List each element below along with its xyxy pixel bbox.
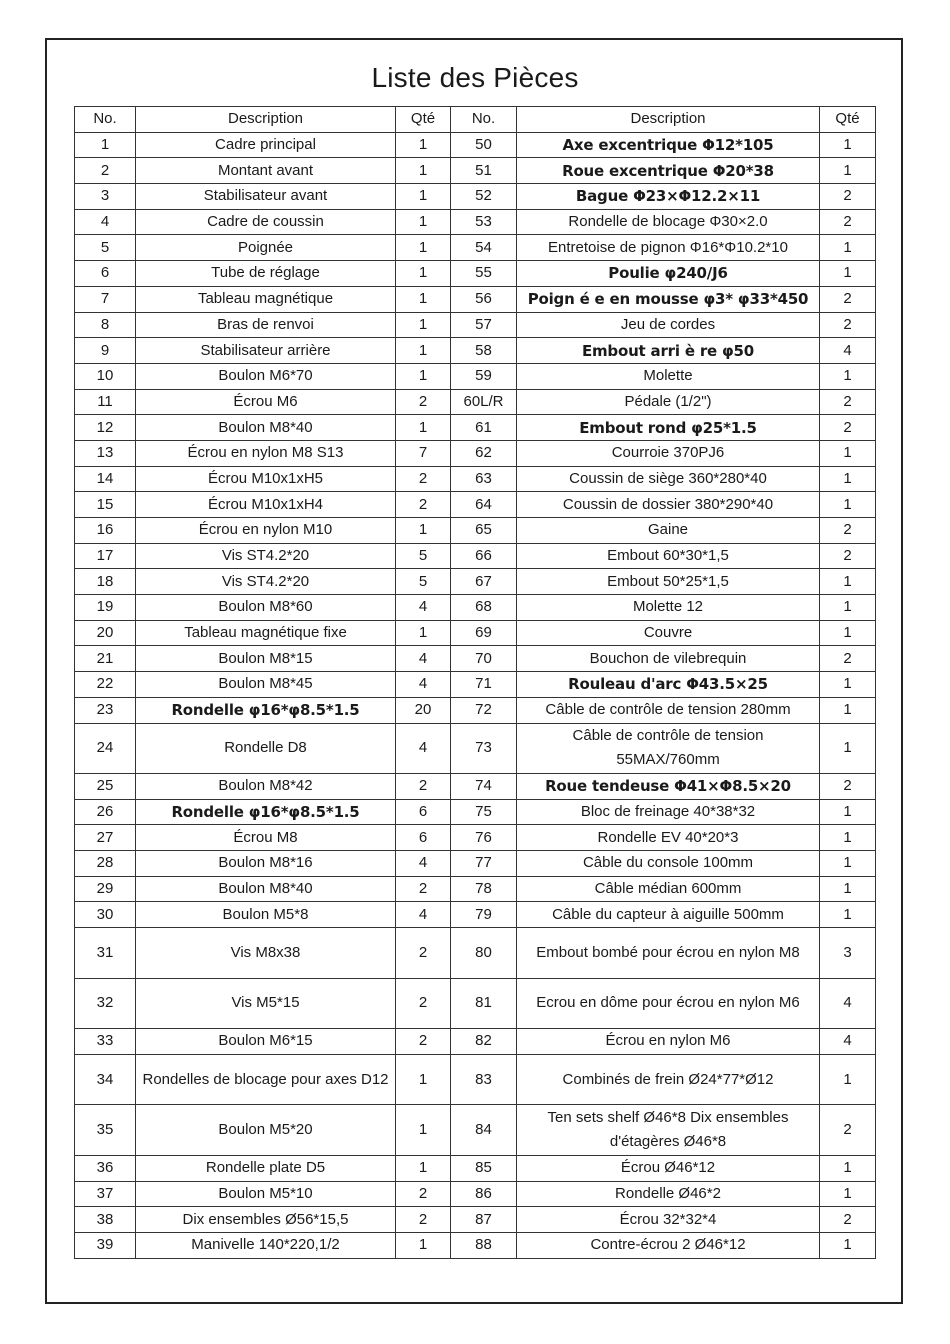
part-number-cell: 60L/R xyxy=(451,389,517,415)
part-quantity-cell: 4 xyxy=(396,902,451,928)
part-description-cell: Vis ST4.2*20 xyxy=(136,569,396,595)
part-quantity-cell: 1 xyxy=(396,363,451,389)
part-description-cell: Embout arri è re φ50 xyxy=(517,338,820,364)
part-number-cell: 59 xyxy=(451,363,517,389)
part-description-cell: Tube de réglage xyxy=(136,261,396,287)
part-description-cell: Axe excentrique Φ12*105 xyxy=(517,132,820,158)
part-quantity-cell: 6 xyxy=(396,825,451,851)
part-quantity-cell: 2 xyxy=(820,646,876,672)
part-number-cell: 34 xyxy=(75,1054,136,1105)
part-quantity-cell: 1 xyxy=(820,902,876,928)
part-quantity-cell: 6 xyxy=(396,799,451,825)
part-number-cell: 84 xyxy=(451,1105,517,1156)
part-description-cell: Écrou 32*32*4 xyxy=(517,1207,820,1233)
part-number-cell: 63 xyxy=(451,466,517,492)
table-row xyxy=(75,1155,876,1181)
part-description-cell: Écrou M8 xyxy=(136,825,396,851)
part-quantity-cell: 1 xyxy=(396,184,451,210)
part-quantity-cell: 1 xyxy=(396,338,451,364)
part-number-cell: 61 xyxy=(451,415,517,441)
part-description-cell: Bague Φ23×Φ12.2×11 xyxy=(517,184,820,210)
part-quantity-cell: 2 xyxy=(396,1207,451,1233)
part-quantity-cell: 4 xyxy=(820,1029,876,1055)
table-row xyxy=(75,261,876,287)
part-number-cell: 12 xyxy=(75,415,136,441)
part-description-cell: Couvre xyxy=(517,620,820,646)
part-number-cell: 57 xyxy=(451,312,517,338)
part-quantity-cell: 1 xyxy=(820,723,876,774)
part-description-cell: Combinés de frein Ø24*77*Ø12 xyxy=(517,1054,820,1105)
part-quantity-cell: 5 xyxy=(396,569,451,595)
table-row xyxy=(75,440,876,466)
table-row xyxy=(75,876,876,902)
part-number-cell: 7 xyxy=(75,286,136,312)
part-description-cell: Rondelle EV 40*20*3 xyxy=(517,825,820,851)
part-description-cell: Rondelle φ16*φ8.5*1.5 xyxy=(136,697,396,723)
part-description-cell: Boulon M8*45 xyxy=(136,672,396,698)
part-quantity-cell: 5 xyxy=(396,543,451,569)
part-number-cell: 9 xyxy=(75,338,136,364)
part-number-cell: 56 xyxy=(451,286,517,312)
header-qty-left: Qté xyxy=(396,107,451,133)
part-quantity-cell: 4 xyxy=(396,723,451,774)
part-description-cell: Écrou en nylon M6 xyxy=(517,1029,820,1055)
header-description-right: Description xyxy=(517,107,820,133)
part-number-cell: 2 xyxy=(75,158,136,184)
part-description-cell: Boulon M8*60 xyxy=(136,595,396,621)
part-number-cell: 66 xyxy=(451,543,517,569)
part-description-cell: Poulie φ240/J6 xyxy=(517,261,820,287)
part-number-cell: 25 xyxy=(75,774,136,800)
table-row xyxy=(75,928,876,979)
part-quantity-cell: 2 xyxy=(820,389,876,415)
part-quantity-cell: 4 xyxy=(396,646,451,672)
part-number-cell: 39 xyxy=(75,1232,136,1258)
table-row xyxy=(75,697,876,723)
part-description-cell: Câble médian 600mm xyxy=(517,876,820,902)
part-description-cell: Molette 12 xyxy=(517,595,820,621)
part-description-cell: Tableau magnétique xyxy=(136,286,396,312)
part-number-cell: 82 xyxy=(451,1029,517,1055)
part-description-cell: Écrou en nylon M10 xyxy=(136,518,396,544)
table-row xyxy=(75,492,876,518)
part-quantity-cell: 1 xyxy=(820,697,876,723)
part-number-cell: 11 xyxy=(75,389,136,415)
part-number-cell: 4 xyxy=(75,209,136,235)
part-description-cell: Rondelle de blocage Φ30×2.0 xyxy=(517,209,820,235)
part-number-cell: 1 xyxy=(75,132,136,158)
part-description-cell: Montant avant xyxy=(136,158,396,184)
part-quantity-cell: 2 xyxy=(820,518,876,544)
part-quantity-cell: 1 xyxy=(820,440,876,466)
part-description-cell: Entretoise de pignon Φ16*Φ10.2*10 xyxy=(517,235,820,261)
table-row xyxy=(75,851,876,877)
part-quantity-cell: 4 xyxy=(396,595,451,621)
table-row xyxy=(75,672,876,698)
table-row xyxy=(75,312,876,338)
part-description-cell: Rondelle φ16*φ8.5*1.5 xyxy=(136,799,396,825)
part-description-cell: Bloc de freinage 40*38*32 xyxy=(517,799,820,825)
part-number-cell: 54 xyxy=(451,235,517,261)
part-quantity-cell: 3 xyxy=(820,928,876,979)
table-row xyxy=(75,338,876,364)
part-number-cell: 13 xyxy=(75,440,136,466)
part-description-cell: Écrou M10x1xH4 xyxy=(136,492,396,518)
part-number-cell: 51 xyxy=(451,158,517,184)
part-description-cell: Embout 50*25*1,5 xyxy=(517,569,820,595)
page-title: Liste des Pièces xyxy=(371,62,579,93)
part-number-cell: 5 xyxy=(75,235,136,261)
part-number-cell: 72 xyxy=(451,697,517,723)
part-quantity-cell: 1 xyxy=(820,132,876,158)
part-number-cell: 19 xyxy=(75,595,136,621)
part-number-cell: 21 xyxy=(75,646,136,672)
part-quantity-cell: 1 xyxy=(396,261,451,287)
part-quantity-cell: 1 xyxy=(820,235,876,261)
part-description-cell: Rondelle D8 xyxy=(136,723,396,774)
part-quantity-cell: 4 xyxy=(396,851,451,877)
part-quantity-cell: 2 xyxy=(396,876,451,902)
table-row xyxy=(75,978,876,1029)
part-description-cell: Coussin de siège 360*280*40 xyxy=(517,466,820,492)
part-description-cell: Molette xyxy=(517,363,820,389)
part-number-cell: 87 xyxy=(451,1207,517,1233)
part-quantity-cell: 1 xyxy=(820,595,876,621)
part-quantity-cell: 1 xyxy=(820,825,876,851)
part-description-cell: Embout rond φ25*1.5 xyxy=(517,415,820,441)
part-quantity-cell: 1 xyxy=(820,492,876,518)
part-number-cell: 78 xyxy=(451,876,517,902)
part-number-cell: 71 xyxy=(451,672,517,698)
part-description-cell: Écrou M10x1xH5 xyxy=(136,466,396,492)
part-description-cell: Boulon M8*42 xyxy=(136,774,396,800)
part-description-cell: Boulon M8*16 xyxy=(136,851,396,877)
part-description-cell: Coussin de dossier 380*290*40 xyxy=(517,492,820,518)
part-number-cell: 73 xyxy=(451,723,517,774)
table-row xyxy=(75,1029,876,1055)
part-number-cell: 24 xyxy=(75,723,136,774)
part-number-cell: 22 xyxy=(75,672,136,698)
part-number-cell: 62 xyxy=(451,440,517,466)
part-description-cell: Écrou en nylon M8 S13 xyxy=(136,440,396,466)
part-number-cell: 88 xyxy=(451,1232,517,1258)
table-row xyxy=(75,286,876,312)
part-number-cell: 58 xyxy=(451,338,517,364)
part-number-cell: 16 xyxy=(75,518,136,544)
part-number-cell: 38 xyxy=(75,1207,136,1233)
part-quantity-cell: 1 xyxy=(396,209,451,235)
part-description-cell: Pédale (1/2") xyxy=(517,389,820,415)
header-qty-right: Qté xyxy=(820,107,876,133)
part-description-cell: Câble du console 100mm xyxy=(517,851,820,877)
part-number-cell: 26 xyxy=(75,799,136,825)
part-quantity-cell: 1 xyxy=(396,235,451,261)
table-row xyxy=(75,363,876,389)
table-row xyxy=(75,799,876,825)
part-quantity-cell: 2 xyxy=(396,466,451,492)
table-row xyxy=(75,415,876,441)
table-row xyxy=(75,1105,876,1156)
part-description-cell: Vis M8x38 xyxy=(136,928,396,979)
part-description-cell: Poign é e en mousse φ3* φ33*450 xyxy=(517,286,820,312)
part-quantity-cell: 2 xyxy=(820,1105,876,1156)
part-number-cell: 64 xyxy=(451,492,517,518)
part-description-cell: Rondelle Ø46*2 xyxy=(517,1181,820,1207)
header-description-left: Description xyxy=(136,107,396,133)
part-number-cell: 67 xyxy=(451,569,517,595)
part-quantity-cell: 2 xyxy=(820,1207,876,1233)
part-number-cell: 28 xyxy=(75,851,136,877)
part-description-cell: Poignée xyxy=(136,235,396,261)
part-number-cell: 81 xyxy=(451,978,517,1029)
part-quantity-cell: 2 xyxy=(820,286,876,312)
part-description-cell: Vis ST4.2*20 xyxy=(136,543,396,569)
part-description-cell: Boulon M8*15 xyxy=(136,646,396,672)
part-description-cell: Boulon M8*40 xyxy=(136,415,396,441)
part-description-cell: Tableau magnétique fixe xyxy=(136,620,396,646)
part-description-cell: Rondelle plate D5 xyxy=(136,1155,396,1181)
part-description-cell: Jeu de cordes xyxy=(517,312,820,338)
part-number-cell: 77 xyxy=(451,851,517,877)
part-quantity-cell: 1 xyxy=(820,876,876,902)
part-description-cell: Ten sets shelf Ø46*8 Dix ensembles d'étagères Ø46*8 xyxy=(517,1105,820,1156)
part-number-cell: 18 xyxy=(75,569,136,595)
part-number-cell: 80 xyxy=(451,928,517,979)
part-quantity-cell: 2 xyxy=(396,492,451,518)
part-number-cell: 14 xyxy=(75,466,136,492)
part-quantity-cell: 1 xyxy=(820,466,876,492)
parts-table xyxy=(74,106,876,1259)
part-quantity-cell: 2 xyxy=(820,415,876,441)
table-row xyxy=(75,543,876,569)
part-quantity-cell: 2 xyxy=(396,928,451,979)
part-quantity-cell: 2 xyxy=(820,209,876,235)
parts-table-body xyxy=(75,132,876,1258)
part-quantity-cell: 1 xyxy=(396,1105,451,1156)
part-number-cell: 55 xyxy=(451,261,517,287)
part-description-cell: Écrou Ø46*12 xyxy=(517,1155,820,1181)
table-row xyxy=(75,620,876,646)
part-quantity-cell: 7 xyxy=(396,440,451,466)
part-number-cell: 31 xyxy=(75,928,136,979)
part-number-cell: 20 xyxy=(75,620,136,646)
part-description-cell: Manivelle 140*220,1/2 xyxy=(136,1232,396,1258)
header-no-left: No. xyxy=(75,107,136,133)
part-description-cell: Stabilisateur arrière xyxy=(136,338,396,364)
table-row xyxy=(75,184,876,210)
part-description-cell: Contre-écrou 2 Ø46*12 xyxy=(517,1232,820,1258)
part-quantity-cell: 2 xyxy=(820,312,876,338)
part-description-cell: Boulon M6*70 xyxy=(136,363,396,389)
part-number-cell: 76 xyxy=(451,825,517,851)
part-description-cell: Rondelles de blocage pour axes D12 xyxy=(136,1054,396,1105)
part-quantity-cell: 2 xyxy=(396,774,451,800)
table-row xyxy=(75,466,876,492)
part-quantity-cell: 2 xyxy=(820,184,876,210)
part-number-cell: 85 xyxy=(451,1155,517,1181)
part-description-cell: Câble de contrôle de tension 55MAX/760mm xyxy=(517,723,820,774)
part-quantity-cell: 1 xyxy=(396,132,451,158)
table-row xyxy=(75,825,876,851)
part-description-cell: Courroie 370PJ6 xyxy=(517,440,820,466)
table-row xyxy=(75,902,876,928)
part-description-cell: Stabilisateur avant xyxy=(136,184,396,210)
header-no-right: No. xyxy=(451,107,517,133)
part-number-cell: 30 xyxy=(75,902,136,928)
part-quantity-cell: 4 xyxy=(396,672,451,698)
part-description-cell: Embout 60*30*1,5 xyxy=(517,543,820,569)
table-row xyxy=(75,774,876,800)
part-quantity-cell: 1 xyxy=(820,569,876,595)
table-row xyxy=(75,235,876,261)
part-number-cell: 23 xyxy=(75,697,136,723)
part-quantity-cell: 1 xyxy=(396,286,451,312)
part-number-cell: 83 xyxy=(451,1054,517,1105)
table-row xyxy=(75,518,876,544)
part-number-cell: 29 xyxy=(75,876,136,902)
table-header-row xyxy=(75,107,876,133)
table-row xyxy=(75,1181,876,1207)
part-number-cell: 37 xyxy=(75,1181,136,1207)
part-number-cell: 3 xyxy=(75,184,136,210)
part-description-cell: Gaine xyxy=(517,518,820,544)
part-description-cell: Roue excentrique Φ20*38 xyxy=(517,158,820,184)
part-quantity-cell: 4 xyxy=(820,978,876,1029)
part-description-cell: Ecrou en dôme pour écrou en nylon M6 xyxy=(517,978,820,1029)
part-quantity-cell: 1 xyxy=(396,1232,451,1258)
part-number-cell: 65 xyxy=(451,518,517,544)
table-row xyxy=(75,1054,876,1105)
part-description-cell: Boulon M8*40 xyxy=(136,876,396,902)
table-row xyxy=(75,723,876,774)
table-row xyxy=(75,132,876,158)
part-number-cell: 33 xyxy=(75,1029,136,1055)
part-quantity-cell: 1 xyxy=(820,1181,876,1207)
part-quantity-cell: 1 xyxy=(820,363,876,389)
table-row xyxy=(75,158,876,184)
part-number-cell: 32 xyxy=(75,978,136,1029)
part-description-cell: Boulon M5*20 xyxy=(136,1105,396,1156)
part-number-cell: 27 xyxy=(75,825,136,851)
part-number-cell: 52 xyxy=(451,184,517,210)
part-description-cell: Cadre de coussin xyxy=(136,209,396,235)
part-number-cell: 75 xyxy=(451,799,517,825)
part-description-cell: Boulon M6*15 xyxy=(136,1029,396,1055)
table-row xyxy=(75,1232,876,1258)
part-number-cell: 70 xyxy=(451,646,517,672)
part-number-cell: 50 xyxy=(451,132,517,158)
part-quantity-cell: 2 xyxy=(396,389,451,415)
part-number-cell: 68 xyxy=(451,595,517,621)
table-row xyxy=(75,389,876,415)
part-description-cell: Écrou M6 xyxy=(136,389,396,415)
part-description-cell: Vis M5*15 xyxy=(136,978,396,1029)
table-row xyxy=(75,569,876,595)
part-quantity-cell: 1 xyxy=(396,620,451,646)
part-description-cell: Boulon M5*10 xyxy=(136,1181,396,1207)
part-number-cell: 8 xyxy=(75,312,136,338)
table-row xyxy=(75,209,876,235)
part-number-cell: 10 xyxy=(75,363,136,389)
part-quantity-cell: 1 xyxy=(396,1155,451,1181)
part-quantity-cell: 1 xyxy=(396,415,451,441)
part-quantity-cell: 1 xyxy=(820,799,876,825)
part-quantity-cell: 2 xyxy=(396,1029,451,1055)
part-description-cell: Cadre principal xyxy=(136,132,396,158)
part-number-cell: 17 xyxy=(75,543,136,569)
part-number-cell: 86 xyxy=(451,1181,517,1207)
part-quantity-cell: 20 xyxy=(396,697,451,723)
part-number-cell: 15 xyxy=(75,492,136,518)
part-quantity-cell: 1 xyxy=(820,1232,876,1258)
part-description-cell: Bouchon de vilebrequin xyxy=(517,646,820,672)
part-number-cell: 74 xyxy=(451,774,517,800)
part-quantity-cell: 1 xyxy=(820,158,876,184)
part-number-cell: 36 xyxy=(75,1155,136,1181)
part-quantity-cell: 1 xyxy=(820,620,876,646)
part-quantity-cell: 1 xyxy=(820,261,876,287)
part-description-cell: Rouleau d'arc Φ43.5×25 xyxy=(517,672,820,698)
part-number-cell: 6 xyxy=(75,261,136,287)
part-quantity-cell: 2 xyxy=(396,978,451,1029)
table-row xyxy=(75,646,876,672)
part-quantity-cell: 1 xyxy=(396,158,451,184)
part-description-cell: Roue tendeuse Φ41×Φ8.5×20 xyxy=(517,774,820,800)
part-number-cell: 79 xyxy=(451,902,517,928)
part-quantity-cell: 4 xyxy=(820,338,876,364)
part-description-cell: Dix ensembles Ø56*15,5 xyxy=(136,1207,396,1233)
part-description-cell: Câble de contrôle de tension 280mm xyxy=(517,697,820,723)
part-description-cell: Câble du capteur à aiguille 500mm xyxy=(517,902,820,928)
table-row xyxy=(75,1207,876,1233)
part-quantity-cell: 1 xyxy=(820,851,876,877)
part-quantity-cell: 1 xyxy=(396,312,451,338)
part-quantity-cell: 1 xyxy=(820,672,876,698)
part-number-cell: 69 xyxy=(451,620,517,646)
part-quantity-cell: 1 xyxy=(820,1054,876,1105)
part-quantity-cell: 2 xyxy=(396,1181,451,1207)
part-quantity-cell: 1 xyxy=(820,1155,876,1181)
part-quantity-cell: 1 xyxy=(396,518,451,544)
part-number-cell: 53 xyxy=(451,209,517,235)
part-number-cell: 35 xyxy=(75,1105,136,1156)
part-quantity-cell: 1 xyxy=(396,1054,451,1105)
part-quantity-cell: 2 xyxy=(820,543,876,569)
part-description-cell: Embout bombé pour écrou en nylon M8 xyxy=(517,928,820,979)
part-description-cell: Bras de renvoi xyxy=(136,312,396,338)
part-quantity-cell: 2 xyxy=(820,774,876,800)
part-description-cell: Boulon M5*8 xyxy=(136,902,396,928)
table-row xyxy=(75,595,876,621)
